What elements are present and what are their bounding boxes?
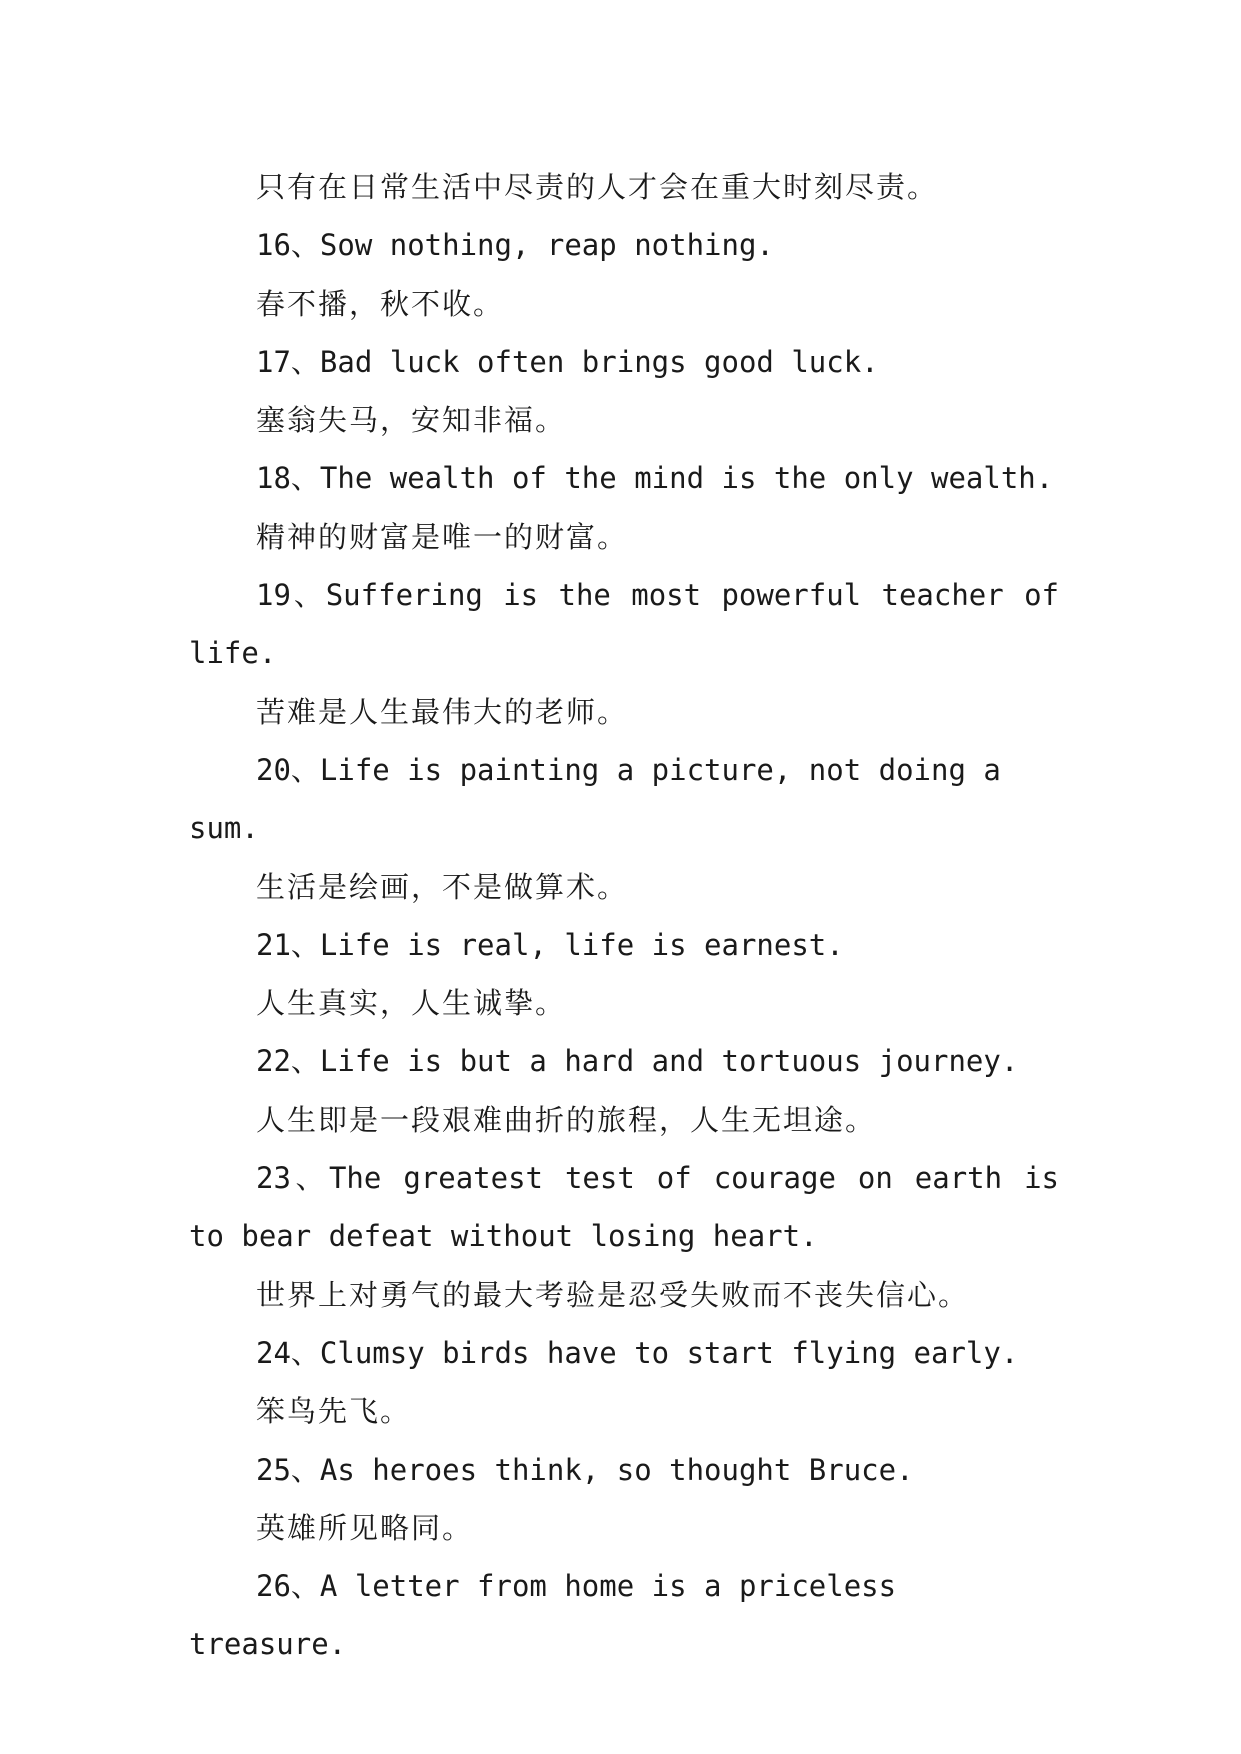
quote-24: 24、Clumsy birds have to start flying early. xyxy=(256,1335,1019,1370)
quote-20: 20、Life is painting a picture, not doing a sum. xyxy=(189,752,1001,846)
translation-19: 苦难是人生最伟大的老师。 xyxy=(256,694,629,729)
translation-18: 精神的财富是唯一的财富。 xyxy=(256,519,629,554)
quote-25: 25、As heroes think, so thought Bruce. xyxy=(256,1452,914,1487)
translation-23: 世界上对勇气的最大考验是忍受失败而不丧失信心。 xyxy=(256,1277,970,1312)
translation-22: 人生即是一段艰难曲折的旅程，人生无坦途。 xyxy=(256,1102,877,1137)
quote-21: 21、Life is real, life is earnest. xyxy=(256,927,844,962)
quote-22: 22、Life is but a hard and tortuous journey. xyxy=(256,1044,1019,1079)
quote-17: 17、Bad luck often brings good luck. xyxy=(256,344,879,379)
document-body xyxy=(189,158,1059,1674)
translation-25: 英雄所见略同。 xyxy=(256,1510,474,1545)
quote-16: 16、Sow nothing, reap nothing. xyxy=(256,228,774,263)
translation-24: 笨鸟先飞。 xyxy=(256,1394,412,1429)
quote-23: 23、The greatest test of courage on earth is to bear defeat without losing heart. xyxy=(189,1161,1059,1254)
quote-19: 19、Suffering is the most powerful teacher of life. xyxy=(189,578,1059,671)
quote-26: 26、A letter from home is a priceless treasure. xyxy=(189,1569,897,1662)
paragraph-zh: 只有在日常生活中尽责的人才会在重大时刻尽责。 xyxy=(256,170,939,204)
translation-17: 塞翁失马，安知非福。 xyxy=(256,403,567,438)
quote-18: 18、The wealth of the mind is the only wealth. xyxy=(256,461,1054,496)
translation-20: 生活是绘画，不是做算术。 xyxy=(256,869,629,904)
translation-21: 人生真实，人生诚挚。 xyxy=(256,986,567,1021)
translation-16: 春不播，秋不收。 xyxy=(256,286,505,321)
